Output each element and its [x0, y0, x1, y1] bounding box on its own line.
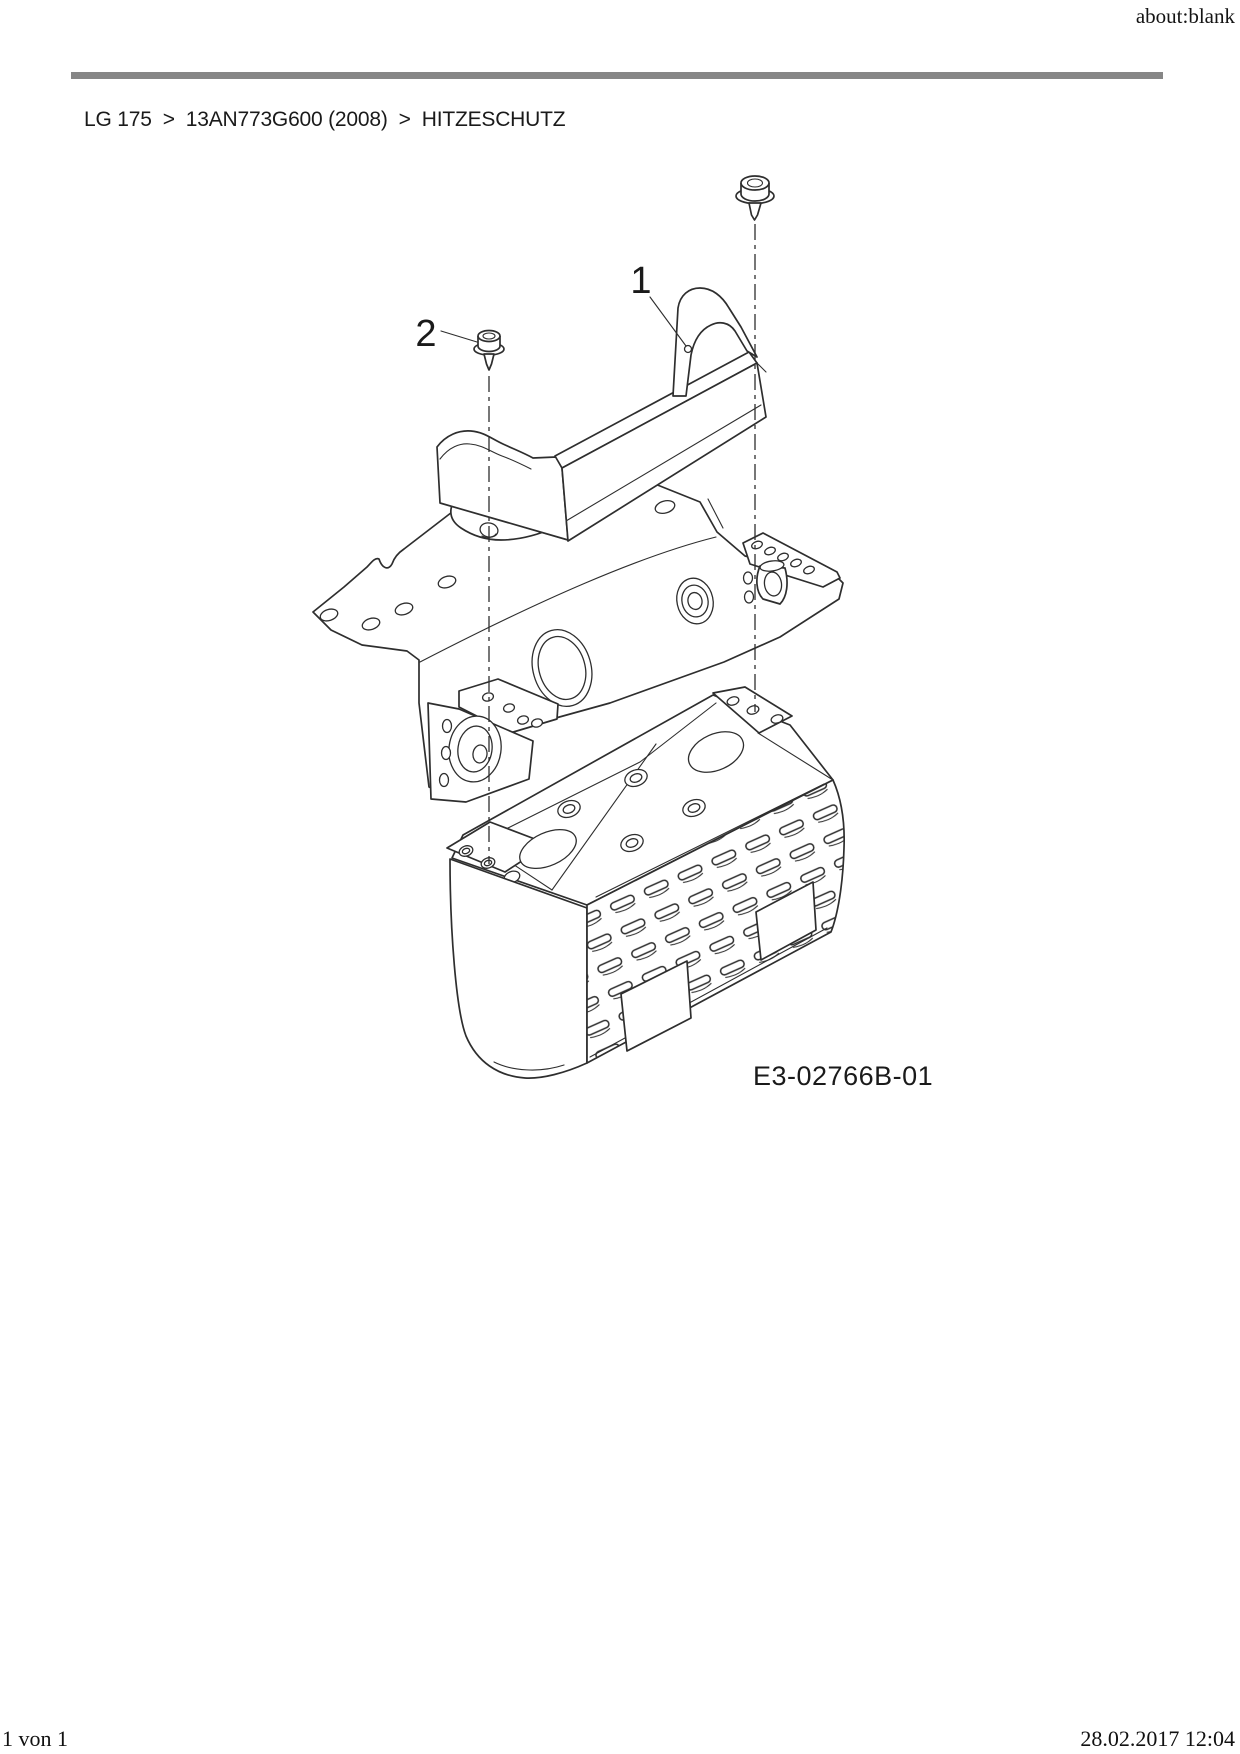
heat-shield-part: [437, 288, 766, 541]
breadcrumb-separator: >: [398, 108, 411, 131]
drawing-number: E3-02766B-01: [753, 1061, 934, 1091]
callout-2-label: 2: [415, 313, 437, 355]
callout-2-leader: [441, 331, 477, 342]
callout-1-dot: [685, 346, 692, 353]
breadcrumb-item-model: LG 175: [84, 108, 152, 131]
callout-1-label: 1: [630, 260, 652, 302]
breadcrumb-item-variant: 13AN773G600 (2008): [185, 108, 388, 131]
flange-screw-item-2: [474, 331, 504, 371]
callout-2: [415, 313, 477, 355]
breadcrumb-separator: >: [162, 108, 175, 131]
breadcrumb-item-section: HITZESCHUTZ: [421, 108, 566, 131]
print-footer-page-count: 1 von 1: [2, 1726, 68, 1751]
flange-bolt-item-1: [736, 176, 774, 220]
print-footer-timestamp: 28.02.2017 12:04: [1080, 1726, 1235, 1751]
print-header-url: about:blank: [1135, 4, 1235, 28]
